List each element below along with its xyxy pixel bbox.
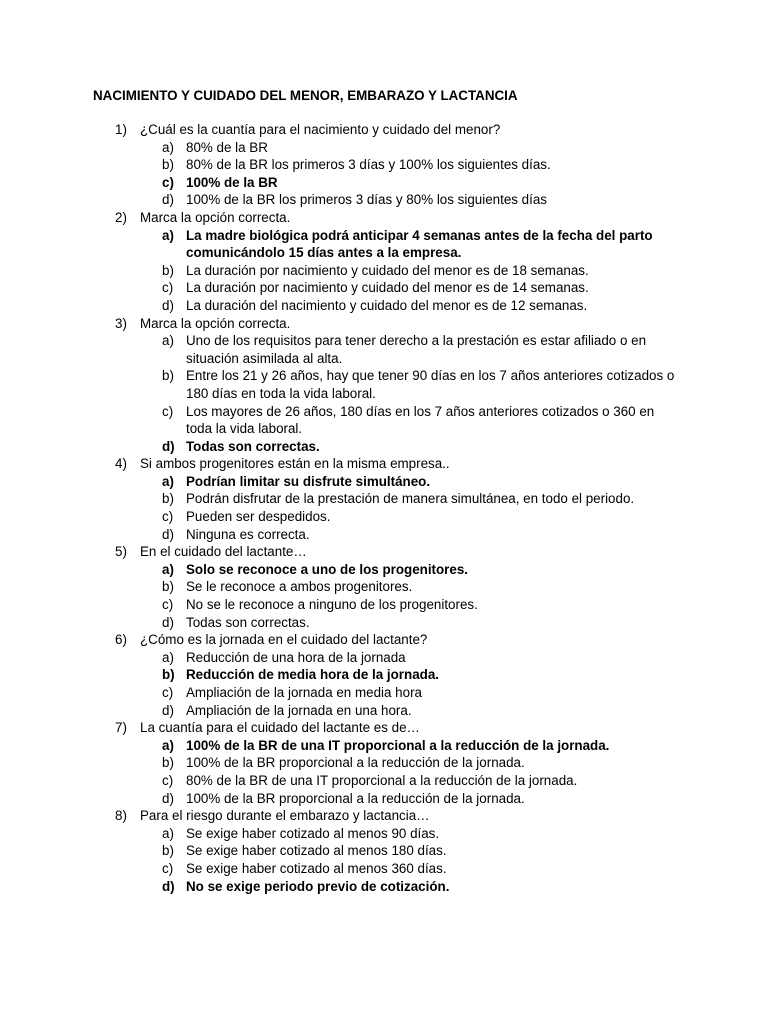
option-text: Podrían limitar su disfrute simultáneo. xyxy=(186,473,431,489)
option-letter: c) xyxy=(162,403,174,419)
question-text: Si ambos progenitores están en la misma empresa.. xyxy=(140,456,450,472)
answer-option xyxy=(0,139,768,157)
correct-answer-option xyxy=(0,227,768,262)
option-letter: b) xyxy=(162,262,174,278)
question-text: ¿Cómo es la jornada en el cuidado del lactante? xyxy=(140,632,428,648)
correct-answer-option xyxy=(0,878,768,896)
option-text: Podrán disfrutar de la prestación de manera simultánea, en todo el periodo. xyxy=(186,491,635,507)
answer-option xyxy=(0,490,768,508)
question-number: 3) xyxy=(115,315,127,331)
answer-option xyxy=(0,332,768,367)
option-letter: c) xyxy=(162,860,174,876)
answer-option xyxy=(0,367,768,402)
option-letter: c) xyxy=(162,685,174,700)
option-letter: d) xyxy=(162,192,174,208)
answer-option xyxy=(0,684,768,702)
option-text: 100% de la BR de una IT proporcional a la reducción de la jornada. xyxy=(186,737,610,753)
question-number: 4) xyxy=(115,456,127,472)
document-title: NACIMIENTO Y CUIDADO DEL MENOR, EMBARAZO Y LACTANCIA xyxy=(93,88,518,103)
answer-option xyxy=(0,191,768,209)
answer-option xyxy=(0,403,768,438)
option-letter: c) xyxy=(162,174,174,190)
option-text: No se le reconoce a ninguno de los progenitores. xyxy=(186,597,478,613)
question-text: La cuantía para el cuidado del lactante es de… xyxy=(140,720,420,736)
question-text: Para el riesgo durante el embarazo y lactancia… xyxy=(140,808,430,824)
question-text: Marca la opción correcta. xyxy=(140,209,291,225)
option-text: Ninguna es correcta. xyxy=(186,526,310,542)
option-text: Se exige haber cotizado al menos 90 días. xyxy=(186,825,440,841)
question-text: ¿Cuál es la cuantía para el nacimiento y cuidado del menor? xyxy=(140,122,501,137)
correct-answer-option xyxy=(0,666,768,684)
option-letter: b) xyxy=(162,579,174,595)
correct-answer-option xyxy=(0,438,768,456)
question-text: En el cuidado del lactante… xyxy=(140,544,307,560)
option-letter: d) xyxy=(162,702,174,718)
option-text: 80% de la BR los primeros 3 días y 100% los siguientes días. xyxy=(186,157,551,173)
option-text: Ampliación de la jornada en una hora. xyxy=(186,702,412,718)
question-7 xyxy=(0,719,768,807)
option-letter: a) xyxy=(162,227,174,243)
question-list xyxy=(0,121,768,895)
question-4 xyxy=(0,455,768,543)
answer-option xyxy=(0,596,768,614)
correct-answer-option xyxy=(0,473,768,491)
option-text: La duración por nacimiento y cuidado del menor es de 18 semanas. xyxy=(186,262,589,278)
option-text: Todas son correctas. xyxy=(186,438,320,454)
option-text: Reducción de media hora de la jornada. xyxy=(186,667,439,683)
option-letter: c) xyxy=(162,509,174,525)
option-letter: b) xyxy=(162,755,174,771)
option-letter: b) xyxy=(162,843,174,859)
option-text: Uno de los requisitos para tener derecho a la prestación es estar afiliado o en situación asimilada al alta. xyxy=(186,333,647,366)
option-letter: d) xyxy=(162,878,175,894)
option-letter: b) xyxy=(162,491,174,507)
question-text: Marca la opción correcta. xyxy=(140,315,291,331)
option-letter: a) xyxy=(162,561,174,577)
option-text: Solo se reconoce a uno de los progenitores. xyxy=(186,561,469,577)
option-letter: a) xyxy=(162,649,174,665)
answer-option xyxy=(0,262,768,280)
question-2 xyxy=(0,209,768,315)
option-letter: d) xyxy=(162,790,174,806)
option-text: Entre los 21 y 26 años, hay que tener 90 días en los 7 años anteriores cotizados o 180 días en toda la vida laboral. xyxy=(186,368,675,401)
answer-option xyxy=(0,526,768,544)
option-text: Los mayores de 26 años, 180 días en los 7 años anteriores cotizados o 360 en toda la vida laboral. xyxy=(186,403,655,437)
option-text: Pueden ser despedidos. xyxy=(186,509,331,525)
option-letter: a) xyxy=(162,333,174,349)
option-letter: d) xyxy=(162,297,174,313)
option-letter: a) xyxy=(162,737,174,753)
question-5 xyxy=(0,543,768,631)
option-text: 100% de la BR los primeros 3 días y 80% los siguientes días xyxy=(186,192,547,208)
question-number: 7) xyxy=(115,720,127,736)
question-1 xyxy=(0,121,768,209)
question-8 xyxy=(0,807,768,895)
question-6 xyxy=(0,631,768,719)
option-letter: a) xyxy=(162,473,174,489)
question-number: 1) xyxy=(115,122,127,137)
option-letter: d) xyxy=(162,526,174,542)
answer-option xyxy=(0,508,768,526)
answer-option xyxy=(0,578,768,596)
option-letter: a) xyxy=(162,825,174,841)
option-letter: c) xyxy=(162,280,174,296)
answer-option xyxy=(0,279,768,297)
question-number: 6) xyxy=(115,632,127,648)
answer-option xyxy=(0,842,768,860)
answer-option xyxy=(0,649,768,667)
option-text: Ampliación de la jornada en media hora xyxy=(186,685,422,700)
option-letter: b) xyxy=(162,667,175,683)
option-letter: b) xyxy=(162,368,174,384)
option-text: No se exige periodo previo de cotización. xyxy=(186,878,450,894)
option-text: La duración por nacimiento y cuidado del menor es de 14 semanas. xyxy=(186,280,589,296)
option-text: 80% de la BR xyxy=(186,139,268,155)
option-text: La madre biológica podrá anticipar 4 semanas antes de la fecha del parto comunicándolo 15 días antes a la empresa. xyxy=(186,227,653,261)
option-letter: a) xyxy=(162,139,174,155)
answer-option xyxy=(0,297,768,315)
option-letter: d) xyxy=(162,614,174,630)
option-text: 80% de la BR de una IT proporcional a la reducción de la jornada. xyxy=(186,772,578,788)
correct-answer-option xyxy=(0,737,768,755)
question-number: 2) xyxy=(115,209,127,225)
option-text: La duración del nacimiento y cuidado del menor es de 12 semanas. xyxy=(186,297,588,313)
option-text: 100% de la BR proporcional a la reducción de la jornada. xyxy=(186,755,525,771)
correct-answer-option xyxy=(0,174,768,192)
option-text: Se exige haber cotizado al menos 180 días. xyxy=(186,843,447,859)
option-text: 100% de la BR xyxy=(186,174,278,190)
answer-option xyxy=(0,860,768,878)
answer-option xyxy=(0,156,768,174)
option-text: Se exige haber cotizado al menos 360 días. xyxy=(186,860,447,876)
option-text: Todas son correctas. xyxy=(186,614,310,630)
answer-option xyxy=(0,790,768,808)
option-letter: c) xyxy=(162,597,174,613)
option-letter: c) xyxy=(162,772,174,788)
question-number: 8) xyxy=(115,808,127,824)
correct-answer-option xyxy=(0,561,768,579)
question-number: 5) xyxy=(115,544,127,560)
option-text: 100% de la BR proporcional a la reducción de la jornada. xyxy=(186,790,525,806)
answer-option xyxy=(0,772,768,790)
answer-option xyxy=(0,702,768,720)
answer-option xyxy=(0,614,768,632)
answer-option xyxy=(0,825,768,843)
option-text: Reducción de una hora de la jornada xyxy=(186,649,406,665)
option-letter: b) xyxy=(162,157,174,173)
option-letter: d) xyxy=(162,438,175,454)
option-text: Se le reconoce a ambos progenitores. xyxy=(186,579,413,595)
question-3 xyxy=(0,315,768,456)
answer-option xyxy=(0,754,768,772)
